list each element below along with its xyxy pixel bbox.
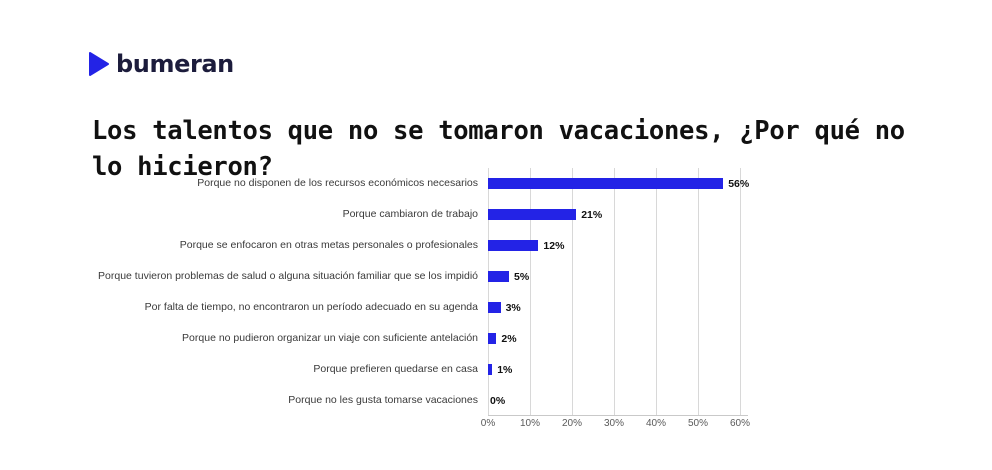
- category-label: Porque no les gusta tomarse vacaciones: [288, 394, 478, 407]
- chart-row: [88, 168, 888, 199]
- chart-row: [88, 199, 888, 230]
- category-label: Porque prefieren quedarse en casa: [313, 363, 478, 376]
- bar: [488, 333, 496, 344]
- chart-row: [88, 354, 888, 385]
- tick-label: 40%: [645, 418, 667, 429]
- chart-row: [88, 230, 888, 261]
- tick-label: 30%: [603, 418, 625, 429]
- category-label: Porque no pudieron organizar un viaje con suficiente antelación: [182, 332, 478, 345]
- tick-label: 60%: [729, 418, 751, 429]
- bar-chart: [88, 168, 888, 428]
- bar-value-label: 2%: [501, 332, 517, 345]
- category-label: Porque cambiaron de trabajo: [342, 208, 478, 221]
- bar-track: [488, 261, 888, 292]
- chart-row: [88, 261, 888, 292]
- bar-track: [488, 168, 888, 199]
- brand-name: bumeran: [116, 50, 234, 78]
- bar-value-label: 0%: [490, 394, 506, 407]
- tick-label: 50%: [687, 418, 709, 429]
- bar-track: [488, 292, 888, 323]
- bumeran-chevron-icon: [88, 51, 110, 77]
- bar: [488, 178, 723, 189]
- bar-track: [488, 385, 888, 416]
- bar-track: [488, 323, 888, 354]
- category-label: Porque no disponen de los recursos económicos necesarios: [197, 177, 478, 190]
- category-label: Porque tuvieron problemas de salud o alguna situación familiar que se los impidió: [98, 270, 478, 283]
- bar: [488, 302, 501, 313]
- page-title: Los talentos que no se tomaron vacaciones, ¿Por qué no lo hicieron?: [92, 116, 905, 183]
- bar-value-label: 12%: [543, 239, 565, 252]
- bar-value-label: 1%: [497, 363, 513, 376]
- bar-value-label: 5%: [514, 270, 530, 283]
- chart-row: [88, 292, 888, 323]
- bar-track: [488, 230, 888, 261]
- tick-label: 10%: [519, 418, 541, 429]
- bar-rows: [88, 168, 888, 416]
- bar-value-label: 3%: [505, 301, 521, 314]
- bar: [488, 364, 492, 375]
- tick-label: 0%: [480, 418, 496, 429]
- category-label: Porque se enfocaron en otras metas personales o profesionales: [179, 239, 478, 252]
- bar-track: [488, 199, 888, 230]
- bar-value-label: 21%: [581, 208, 603, 221]
- x-axis-tick-labels: [480, 418, 751, 434]
- bar-value-label: 56%: [728, 177, 750, 190]
- bar: [488, 240, 538, 251]
- bar: [488, 271, 509, 282]
- chart-row: [88, 323, 888, 354]
- bar: [488, 209, 576, 220]
- brand-logo: [88, 50, 234, 78]
- bar-track: [488, 354, 888, 385]
- tick-label: 20%: [561, 418, 583, 429]
- category-label: Por falta de tiempo, no encontraron un período adecuado en su agenda: [144, 301, 478, 314]
- chart-row: [88, 385, 888, 416]
